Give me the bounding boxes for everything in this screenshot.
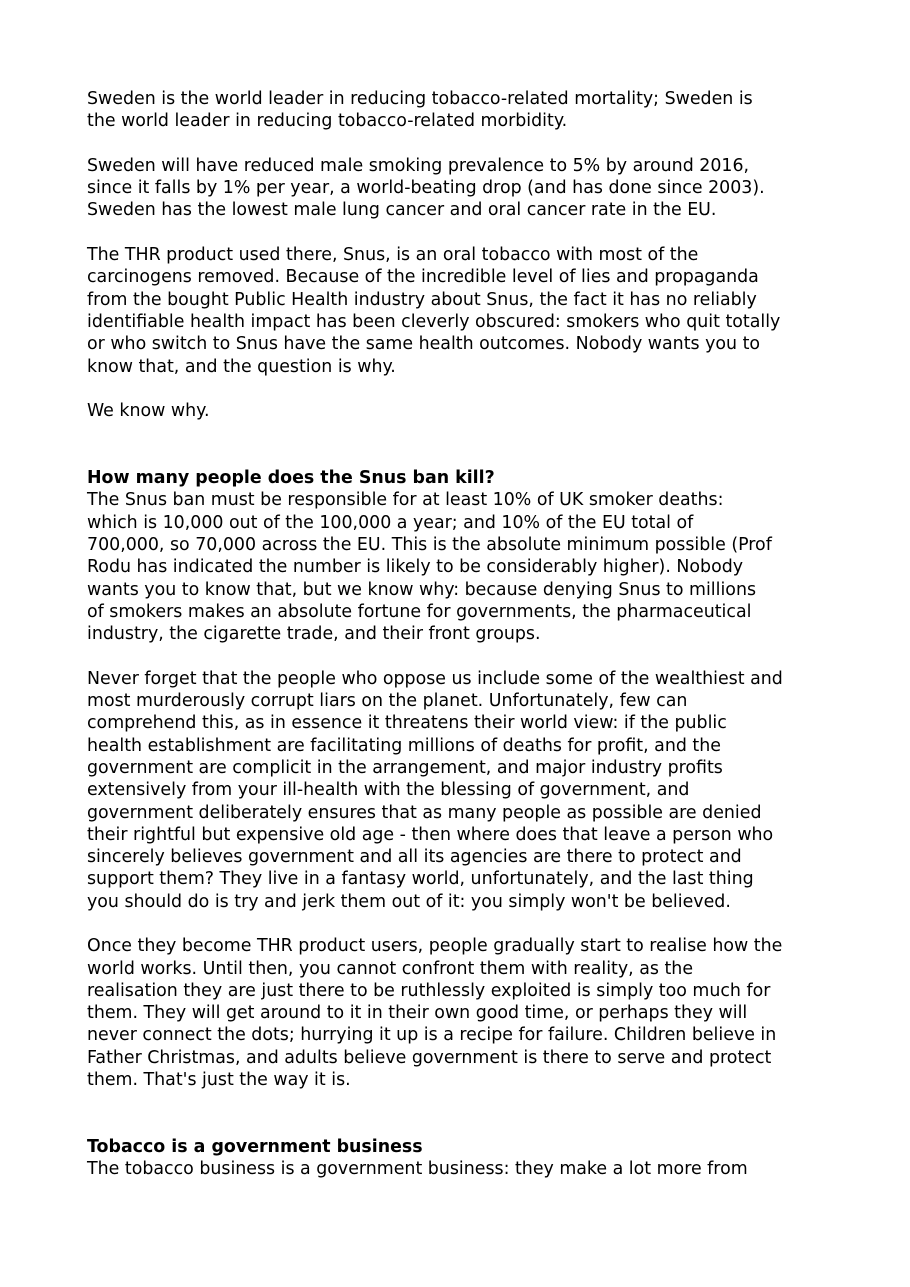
text-line: Once they become THR product users, people gradually start to realise how the xyxy=(87,936,783,957)
spacer xyxy=(87,1114,847,1136)
text-line: which is 10,000 out of the 100,000 a year; and 10% of the EU total of xyxy=(87,512,694,533)
text-line: carcinogens removed. Because of the incredible level of lies and propaganda xyxy=(87,267,759,288)
text-line: them. That's just the way it is. xyxy=(87,1070,351,1091)
paragraph xyxy=(87,400,847,422)
text-line: never connect the dots; hurrying it up is a recipe for failure. Children believe in xyxy=(87,1025,777,1046)
spacer xyxy=(87,445,847,467)
paragraph xyxy=(87,935,847,1091)
text-line: world works. Until then, you cannot confront them with reality, as the xyxy=(87,958,694,979)
text-line: support them? They live in a fantasy world, unfortunately, and the last thing xyxy=(87,869,754,890)
text-line: government deliberately ensures that as many people as possible are denied xyxy=(87,802,762,823)
text-line: Sweden will have reduced male smoking prevalence to 5% by around 2016, xyxy=(87,155,750,176)
text-line: most murderously corrupt liars on the planet. Unfortunately, few can xyxy=(87,691,688,712)
text-line: them. They will get around to it in their own good time, or perhaps they will xyxy=(87,1003,748,1024)
text-line: The Snus ban must be responsible for at least 10% of UK smoker deaths: xyxy=(87,490,724,511)
text-line: comprehend this, as in essence it threatens their world view: if the public xyxy=(87,713,727,734)
text-line: know that, and the question is why. xyxy=(87,356,396,377)
text-line: The tobacco business is a government business: they make a lot more from xyxy=(87,1159,748,1180)
section-heading: How many people does the Snus ban kill? xyxy=(87,468,495,489)
text-line: identifiable health impact has been cleverly obscured: smokers who quit totally xyxy=(87,311,781,332)
text-line: 700,000, so 70,000 across the EU. This is the absolute minimum possible (Prof xyxy=(87,534,772,555)
text-line: sincerely believes government and all its agencies are there to protect and xyxy=(87,847,742,868)
text-line: health establishment are facilitating millions of deaths for profit, and the xyxy=(87,735,721,756)
text-line: The THR product used there, Snus, is an oral tobacco with most of the xyxy=(87,245,699,266)
text-line: wants you to know that, but we know why: because denying Snus to millions xyxy=(87,579,757,600)
text-line: you should do is try and jerk them out of it: you simply won't be believed. xyxy=(87,891,731,912)
text-line: We know why. xyxy=(87,401,210,422)
text-line: Sweden has the lowest male lung cancer and oral cancer rate in the EU. xyxy=(87,200,717,221)
text-line: industry, the cigarette trade, and their front groups. xyxy=(87,624,541,645)
paragraph xyxy=(87,668,847,913)
text-line: the world leader in reducing tobacco-related morbidity. xyxy=(87,111,568,132)
paragraph xyxy=(87,244,847,378)
text-line: or who switch to Snus have the same health outcomes. Nobody wants you to xyxy=(87,334,761,355)
paragraph xyxy=(87,88,847,133)
text-line: since it falls by 1% per year, a world-beating drop (and has done since 2003). xyxy=(87,178,765,199)
text-line: Never forget that the people who oppose us include some of the wealthiest and xyxy=(87,668,783,689)
text-line: government are complicit in the arrangement, and major industry profits xyxy=(87,757,723,778)
section xyxy=(87,467,847,645)
section-heading: Tobacco is a government business xyxy=(87,1136,423,1157)
text-line: from the bought Public Health industry about Snus, the fact it has no reliably xyxy=(87,289,757,310)
paragraph xyxy=(87,155,847,222)
text-line: Father Christmas, and adults believe government is there to serve and protect xyxy=(87,1047,772,1068)
document-page xyxy=(87,88,847,1203)
text-line: of smokers makes an absolute fortune for governments, the pharmaceutical xyxy=(87,601,752,622)
section xyxy=(87,1136,847,1181)
text-line: Sweden is the world leader in reducing tobacco-related mortality; Sweden is xyxy=(87,89,753,109)
text-line: extensively from your ill-health with the blessing of government, and xyxy=(87,780,690,801)
text-line: realisation they are just there to be ruthlessly exploited is simply too much for xyxy=(87,980,771,1001)
text-line: their rightful but expensive old age - then where does that leave a person who xyxy=(87,824,774,845)
text-line: Rodu has indicated the number is likely to be considerably higher). Nobody xyxy=(87,557,744,578)
